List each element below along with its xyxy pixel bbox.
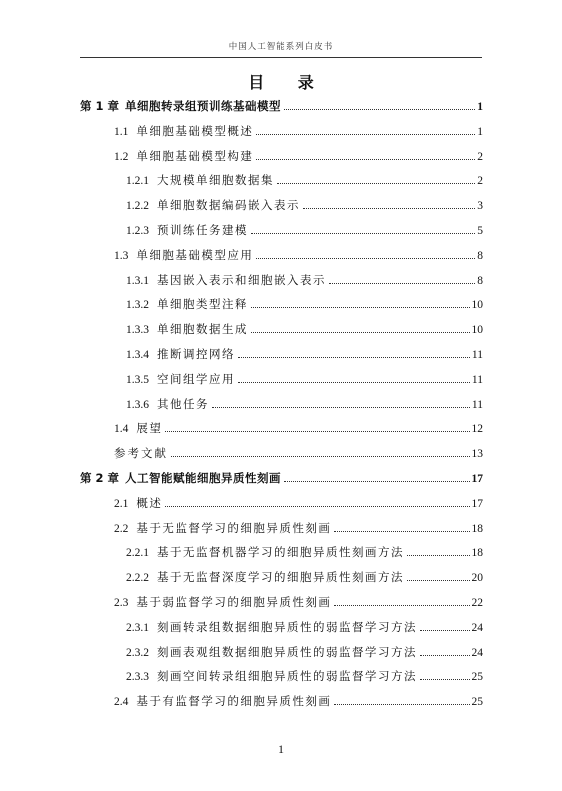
toc-entry-number: 2.2.2 [126, 572, 149, 585]
toc-entry-page: 5 [477, 225, 483, 237]
toc-entry-title: 展望 [136, 421, 163, 436]
toc-entry-page: 20 [471, 572, 483, 585]
toc-entry-title: 刻画表观组数据细胞异质性的弱监督学习方法 [157, 644, 417, 659]
dot-leader [256, 159, 475, 160]
toc-entry-page: 13 [471, 448, 483, 461]
toc-entry-number: 1.2 [114, 150, 129, 163]
toc-section-entry[interactable] [114, 693, 483, 715]
toc-section-entry[interactable] [114, 445, 483, 467]
dot-leader [251, 233, 475, 234]
toc-section-entry[interactable] [114, 594, 483, 616]
toc-section-entry[interactable] [114, 247, 483, 269]
toc-entry-page: 24 [471, 621, 483, 634]
toc-entry-page: 22 [471, 597, 483, 609]
toc-section-entry[interactable] [114, 123, 483, 145]
toc-subsection-entry[interactable] [126, 544, 483, 566]
toc-entry-page: 2 [477, 175, 483, 188]
toc-subsection-entry[interactable] [126, 296, 483, 318]
toc-subsection-entry[interactable] [126, 371, 483, 393]
toc-entry-title: 基于无监督机器学习的细胞异质性刻画方法 [157, 545, 404, 560]
toc-title: 目 录 [248, 73, 328, 92]
toc-entry-page: 25 [471, 696, 483, 709]
toc-entry-title: 基因嵌入表示和细胞嵌入表示 [157, 272, 326, 287]
dot-leader [256, 258, 475, 259]
dot-leader [407, 580, 470, 581]
toc-entry-page: 12 [471, 423, 483, 436]
toc-entry-page: 25 [471, 671, 483, 684]
toc-subsection-entry[interactable] [126, 396, 483, 418]
toc-entry-number: 1.2.3 [126, 225, 149, 237]
toc-entry-title: 单细胞转录组预训练基础模型 [125, 99, 282, 113]
toc-subsection-entry[interactable] [126, 668, 483, 690]
toc-entry-page: 8 [477, 249, 483, 262]
toc-section-entry[interactable] [114, 495, 483, 517]
toc-subsection-entry[interactable] [126, 321, 483, 343]
toc-entry-page: 10 [471, 299, 483, 312]
toc-entry-page: 2 [477, 150, 483, 163]
toc-entry-title: 参考文献 [114, 446, 168, 461]
toc-subsection-entry[interactable] [126, 222, 483, 244]
toc-entry-number: 1.2.2 [126, 200, 149, 213]
dot-leader [251, 307, 470, 308]
toc-entry-number: 1.3.6 [126, 398, 149, 411]
toc-entry-title: 单细胞基础模型概述 [136, 123, 254, 138]
dot-leader [238, 357, 470, 358]
dot-leader [251, 332, 470, 333]
toc-subsection-entry[interactable] [126, 644, 483, 666]
dot-leader [420, 655, 470, 656]
dot-leader [334, 605, 469, 606]
dot-leader [420, 630, 470, 631]
toc-entry-title: 刻画转录组数据细胞异质性的弱监督学习方法 [157, 619, 417, 634]
dot-leader [238, 382, 470, 383]
toc-entry-page: 11 [471, 349, 483, 361]
toc-entry-title: 基于弱监督学习的细胞异质性刻画 [136, 595, 332, 609]
toc-entry-number: 2.4 [114, 696, 129, 709]
toc-entry-title: 其他任务 [157, 396, 209, 411]
toc-entry-number: 2.3 [114, 597, 129, 609]
dot-leader [284, 481, 469, 482]
toc-entry-title: 人工智能赋能细胞异质性刻画 [125, 471, 282, 485]
toc-entry-number: 第 2 章 [80, 471, 120, 485]
toc-entry-page: 11 [471, 373, 483, 386]
toc-entry-number: 2.3.3 [126, 671, 149, 684]
toc-entry-number: 2.1 [114, 497, 129, 510]
dot-leader [277, 183, 475, 184]
toc-entry-page: 17 [471, 473, 483, 485]
toc-section-entry[interactable] [114, 148, 483, 170]
toc-subsection-entry[interactable] [126, 172, 483, 194]
toc-entry-title: 刻画空间转录组细胞异质性的弱监督学习方法 [157, 669, 417, 684]
dot-leader [334, 704, 469, 705]
page-number: 1 [278, 742, 284, 756]
dot-leader [329, 283, 475, 284]
toc-chapter-entry[interactable] [80, 98, 483, 120]
dot-leader [171, 456, 470, 457]
toc-entry-number: 1.3.5 [126, 373, 149, 386]
toc-entry-title: 预训练任务建模 [157, 223, 248, 237]
toc-entry-number: 1.3.1 [126, 274, 149, 287]
toc-entry-page: 18 [471, 522, 483, 535]
toc-section-entry[interactable] [114, 520, 483, 542]
toc-entry-number: 1.4 [114, 423, 129, 436]
toc-entry-page: 24 [471, 646, 483, 659]
toc-entry-number: 1.1 [114, 125, 129, 138]
dot-leader [165, 431, 469, 432]
toc-entry-number: 第 1 章 [80, 99, 120, 113]
toc-entry-title: 基于无监督深度学习的细胞异质性刻画方法 [157, 570, 404, 585]
toc-entry-page: 11 [471, 398, 483, 411]
toc-entry-title: 推断调控网络 [157, 347, 235, 361]
toc-entry-title: 空间组学应用 [157, 371, 235, 386]
dot-leader [284, 109, 475, 110]
toc-entry-number: 1.3.2 [126, 299, 149, 312]
toc-section-entry[interactable] [114, 420, 483, 442]
toc-entry-number: 1.2.1 [126, 175, 149, 188]
toc-entry-number: 1.3.4 [126, 349, 149, 361]
dot-leader [165, 506, 469, 507]
toc-subsection-entry[interactable] [126, 346, 483, 368]
header-rule [80, 57, 482, 58]
dot-leader [256, 134, 475, 135]
toc-entry-title: 基于无监督学习的细胞异质性刻画 [136, 520, 332, 535]
toc-entry-page: 1 [477, 101, 483, 113]
toc-entry-number: 2.2.1 [126, 547, 149, 560]
toc-subsection-entry[interactable] [126, 272, 483, 294]
toc-entry-number: 2.3.1 [126, 621, 149, 634]
toc-subsection-entry[interactable] [126, 569, 483, 591]
toc-entry-title: 单细胞基础模型应用 [136, 247, 254, 262]
toc-chapter-entry[interactable] [80, 470, 483, 492]
dot-leader [420, 679, 470, 680]
toc-entry-number: 2.3.2 [126, 646, 149, 659]
toc-entry-title: 单细胞数据生成 [157, 322, 248, 337]
toc-entry-title: 单细胞数据编码嵌入表示 [157, 198, 300, 213]
toc-entry-page: 17 [471, 497, 483, 510]
toc-entry-title: 单细胞类型注释 [157, 297, 248, 312]
dot-leader [334, 531, 469, 532]
toc-entry-page: 3 [477, 200, 483, 213]
toc-entry-title: 概述 [136, 495, 163, 510]
toc-entry-page: 10 [471, 324, 483, 337]
toc-entry-title: 基于有监督学习的细胞异质性刻画 [136, 694, 332, 709]
toc-subsection-entry[interactable] [126, 619, 483, 641]
running-header: 中国人工智能系列白皮书 [228, 42, 334, 52]
toc-entry-title: 单细胞基础模型构建 [136, 148, 254, 163]
toc-entry-number: 2.2 [114, 522, 129, 535]
toc-entry-number: 1.3 [114, 249, 129, 262]
dot-leader [407, 555, 470, 556]
toc-subsection-entry[interactable] [126, 197, 483, 219]
dot-leader [212, 407, 470, 408]
toc-entry-title: 大规模单细胞数据集 [157, 173, 274, 188]
dot-leader [303, 208, 475, 209]
toc-entry-page: 18 [471, 547, 483, 560]
toc-entry-page: 1 [477, 125, 483, 138]
toc-entry-number: 1.3.3 [126, 324, 149, 337]
toc-entry-page: 8 [477, 274, 483, 287]
